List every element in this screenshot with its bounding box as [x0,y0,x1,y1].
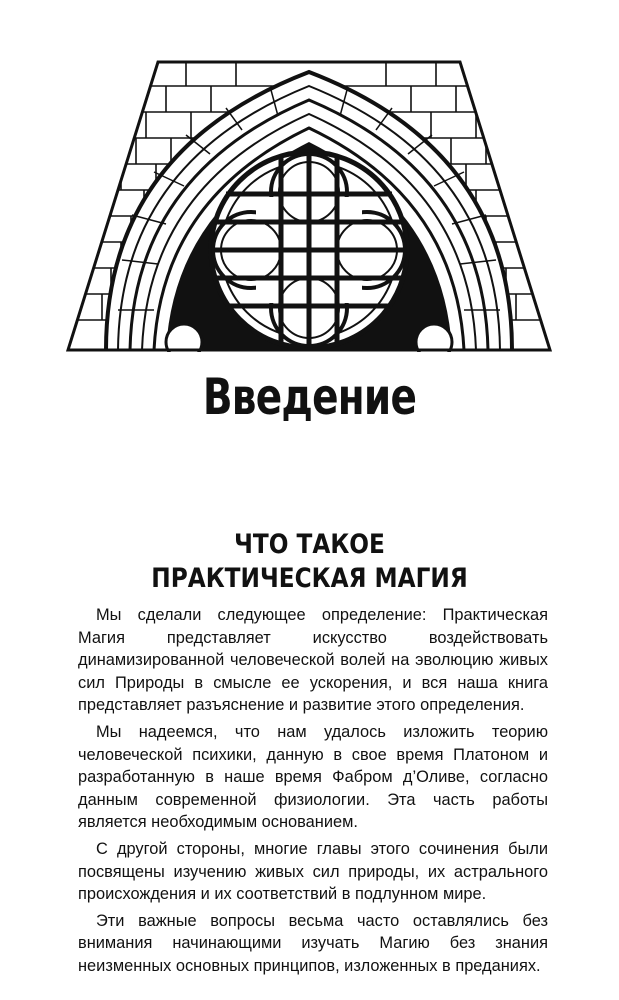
section-heading-line-2: ПРАКТИЧЕСКАЯ МАГИЯ [151,563,468,594]
gothic-window-illustration [66,60,552,352]
body-text [78,604,548,982]
section-heading-line-1: ЧТО ТАКОЕ [234,529,385,560]
paragraph: С другой стороны, многие главы этого сочинения были посвящены изучению живых сил природы, их астрального происхождения и их соответствий в подлунном мире. [78,839,548,904]
chapter-title: Введение [202,368,417,426]
paragraph: Мы надеемся, что нам удалось изложить теорию человеческой психики, данную в свое время Платоном и разработанную в наше время Фабром д’Оливе, согласно данным современной физиологии. Эта часть работы является необходимым основанием. [78,722,548,832]
paragraph: Мы сделали следующее определение: Практическая Магия представляет искусство воздействовать динамизированной человеческой волей на эволюцию живых сил Природы в смысле ее ускорения, и вся наша книга представляет разъяснение и развитие этого определения. [78,606,548,715]
paragraph: Эти важные вопросы весьма часто оставлялись без внимания начинающими изучать Магию без знания неизменных основных принципов, изложенных в преданиях. [78,911,548,975]
rose-window [211,152,407,348]
section-heading [43,528,575,596]
